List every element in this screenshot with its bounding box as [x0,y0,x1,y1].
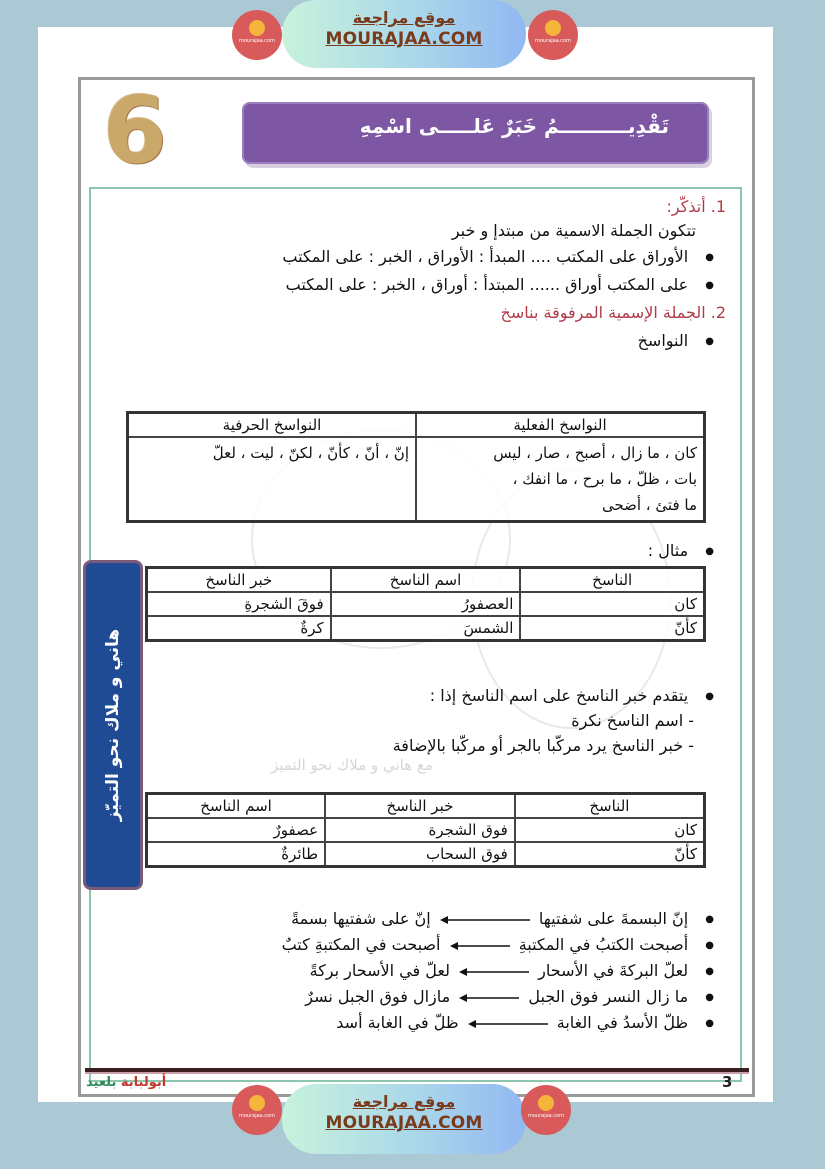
arrow-left-icon [459,967,529,977]
footer-author: أبولبابة بلعيد [86,1075,167,1090]
site-name-arabic: موقع مراجعة [352,1092,456,1111]
header-khabar: خبر الناسخ [147,568,331,593]
site-name-arabic: موقع مراجعة [352,8,456,27]
arrow-left-icon [459,993,519,1003]
section-2-heading: 2. الجملة الإسمية المرفوقة بناسخ [500,303,726,322]
section-1-bullet-1: ● الأوراق على المكتب .... المبدأ : الأوراق ، الخبر : على المكتب [282,247,714,266]
section-2-bullet-nawasikh: ● النواسخ [638,331,714,350]
site-logo-right [521,1085,571,1135]
section-1-bullet-2: ● على المكتب أوراق ...... المبتدأ : أوراق ، الخبر : على المكتب [286,275,714,294]
example-label: ● مثال : [648,541,714,560]
table-row: كأنّ فوق السحاب طائرةٌ [147,842,705,867]
arrow-left-icon [468,1019,548,1029]
table-row: كان العصفورُ فوقَ الشجرةِ [147,592,705,616]
page-number: 3 [722,1073,733,1091]
example2-table [145,792,706,868]
site-banner-bottom[interactable] [282,1084,526,1154]
transformation-item: ● ما زال النسر فوق الجبل مازال فوق الجبل نسرٌ [305,987,714,1006]
book-icon [249,20,265,36]
site-logo-left [232,1085,282,1135]
book-icon [538,1095,554,1111]
arrow-left-icon [450,941,510,951]
transformation-item: ● لعلّ البركةَ في الأسحار لعلّ في الأسحار بركةً [310,961,714,980]
logo-caption: mourajaa.com [238,38,275,44]
header-verbal: النواسخ الفعلية [416,413,705,438]
nawasikh-table [126,411,706,523]
verbal-nawasikh-cell: كان ، ما زال ، أصبح ، صار ، ليس بات ، ظلّ ، ما برح ، ما انفك ، ما فتئ ، أضحى [416,437,705,522]
header-particles: النواسخ الحرفية [128,413,417,438]
site-logo-left [232,10,282,60]
lesson-number: 6 [103,77,168,184]
worksheet-page [38,27,773,1102]
table-row: كان فوق الشجرة عصفورٌ [147,818,705,842]
side-label: هاني و ملاك نحو التميّز [83,560,143,890]
header-nasikh: الناسخ [515,794,705,819]
rule-statement: ● يتقدم خبر الناسخ على اسم الناسخ إذا : [430,686,714,705]
rule-condition-2: - خبر الناسخ يرد مركّبا بالجر أو مركّبا بالإضافة [392,736,694,755]
logo-caption: mourajaa.com [534,38,571,44]
content-box [89,187,742,1082]
header-khabar: خبر الناسخ [325,794,515,819]
header-ism: اسم الناسخ [331,568,521,593]
arrow-left-icon [440,915,530,925]
rule-condition-1: - اسم الناسخ نكرة [571,711,694,730]
transformation-item: ● إنّ البسمةَ على شفتيها إنّ على شفتيها بسمةً [291,909,714,928]
transformation-item: ● ظلّ الأسدُ في الغابة ظلّ في الغابة أسد [336,1013,714,1032]
site-logo-right [528,10,578,60]
watermark: مع هاني و ملاك نحو التميز [271,756,433,774]
table-row: كأنّ الشمسَ كرةٌ [147,616,705,641]
transformation-item: ● أصبحت الكتبُ في المكتبةِ أصبحت في المكتبةِ كتبٌ [282,935,714,954]
book-icon [249,1095,265,1111]
site-domain[interactable]: MOURAJAA.COM [325,29,483,49]
footer-divider [85,1068,749,1072]
section-1-heading: 1. أتذكّر: [666,197,726,216]
section-1-intro: تتكون الجملة الاسمية من مبتدإ و خبر [451,221,696,240]
header-ism: اسم الناسخ [147,794,326,819]
site-domain[interactable]: MOURAJAA.COM [325,1113,483,1133]
logo-caption: mourajaa.com [238,1113,275,1119]
site-banner-top[interactable] [282,0,526,68]
example-table [145,566,706,642]
particle-nawasikh-cell: إنّ ، أنّ ، كأنّ ، لكنّ ، ليت ، لعلّ [128,437,417,522]
book-icon [545,20,561,36]
header-nasikh: الناسخ [520,568,704,593]
lesson-title: تَقْدِيــــــــــمُ خَبَرٌ عَلـــــى اسْمِهِ [242,102,709,164]
logo-caption: mourajaa.com [527,1113,564,1119]
